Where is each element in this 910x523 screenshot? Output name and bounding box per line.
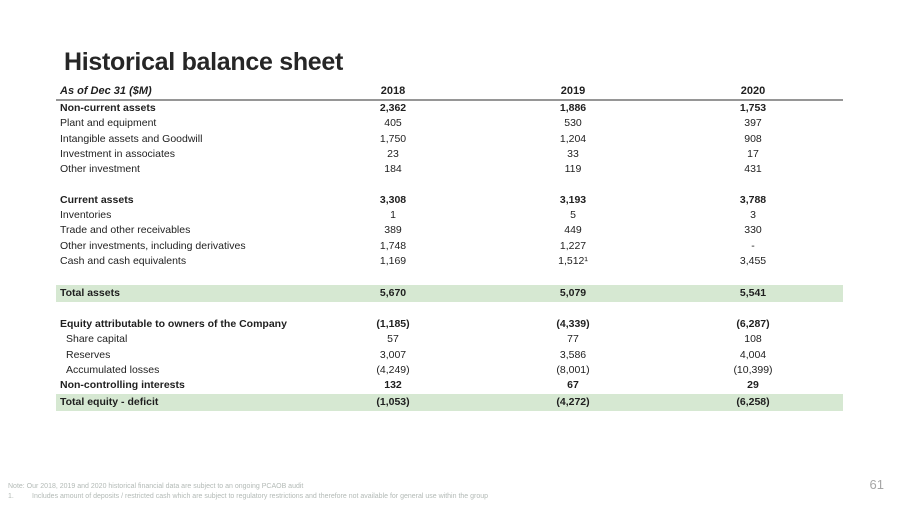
cell-value: 3,193 xyxy=(559,193,587,206)
footnote-1-marker: 1. xyxy=(8,492,14,500)
cell-value: 5,541 xyxy=(739,286,767,299)
table-row xyxy=(56,193,843,208)
footnote-1-text: Includes amount of deposits / restricted cash which are subject to regulatory restrictions and therefore not available for general use within the group xyxy=(32,492,489,500)
cell-value: 908 xyxy=(744,132,762,145)
cell-value: 132 xyxy=(384,379,402,392)
cell-value: 5,079 xyxy=(559,286,587,299)
row-label: Other investment xyxy=(60,163,140,176)
cell-value: 67 xyxy=(567,379,579,392)
table-header-row xyxy=(56,84,843,101)
table-row xyxy=(56,254,843,269)
cell-value: 119 xyxy=(564,163,582,176)
row-label: Reserves xyxy=(66,348,111,361)
row-label: Inventories xyxy=(60,209,112,222)
cell-value: 1,169 xyxy=(379,255,407,268)
table-row xyxy=(56,162,843,177)
table-spacer-row xyxy=(56,302,843,317)
table-spacer-row xyxy=(56,269,843,284)
cell-value: 57 xyxy=(387,333,399,346)
row-label: Non-current assets xyxy=(60,102,156,114)
row-label: Total equity - deficit xyxy=(60,395,159,408)
cell-value: (4,339) xyxy=(556,318,590,331)
table-row xyxy=(56,132,843,147)
cell-value: 431 xyxy=(744,163,762,176)
cell-value: 3,308 xyxy=(379,193,407,206)
cell-value: (6,258) xyxy=(736,395,770,408)
cell-value: (1,053) xyxy=(376,395,410,408)
table-row xyxy=(56,239,843,254)
table-row xyxy=(56,285,843,302)
row-label: Equity attributable to owners of the Company xyxy=(60,318,287,331)
cell-value: 530 xyxy=(564,117,582,130)
cell-value: 23 xyxy=(387,147,399,160)
column-header-2018: 2018 xyxy=(380,85,406,97)
cell-value: 17 xyxy=(747,147,759,160)
cell-value: 4,004 xyxy=(739,348,767,361)
cell-value: 1,748 xyxy=(379,239,407,252)
table-row xyxy=(56,317,843,332)
table-row xyxy=(56,116,843,131)
table-row xyxy=(56,394,843,411)
row-label: Non-controlling interests xyxy=(60,379,185,392)
cell-value: 1,750 xyxy=(379,132,407,145)
cell-value: (1,185) xyxy=(376,318,410,331)
cell-value: 1,753 xyxy=(739,102,767,114)
table-body xyxy=(56,101,843,411)
table-header-label: As of Dec 31 ($M) xyxy=(60,85,152,97)
cell-value: 108 xyxy=(744,333,762,346)
footnotes xyxy=(8,482,488,501)
cell-value: 405 xyxy=(384,117,402,130)
page-title: Historical balance sheet xyxy=(64,48,344,76)
cell-value: 3,586 xyxy=(559,348,587,361)
table-row xyxy=(56,147,843,162)
row-label: Total assets xyxy=(60,286,120,299)
row-label: Plant and equipment xyxy=(60,117,157,130)
cell-value: (6,287) xyxy=(736,318,770,331)
table-row xyxy=(56,332,843,347)
cell-value: 5,670 xyxy=(379,286,407,299)
audit-note: Note: Our 2018, 2019 and 2020 historical financial data are subject to an ongoing PCAOB audit xyxy=(8,483,304,490)
cell-value: 397 xyxy=(744,117,762,130)
table-row xyxy=(56,348,843,363)
cell-value: 449 xyxy=(564,224,582,237)
table-row xyxy=(56,223,843,238)
cell-value: 1,204 xyxy=(559,132,587,145)
cell-value: (4,272) xyxy=(556,395,590,408)
row-label: Accumulated losses xyxy=(66,364,160,377)
cell-value: (10,399) xyxy=(733,364,773,377)
table-row xyxy=(56,363,843,378)
cell-value: 330 xyxy=(744,224,762,237)
cell-value: - xyxy=(751,239,755,252)
column-header-2020: 2020 xyxy=(740,85,766,97)
column-header-2019: 2019 xyxy=(560,85,586,97)
cell-value: (4,249) xyxy=(376,364,410,377)
row-label: Share capital xyxy=(66,333,128,346)
row-label: Trade and other receivables xyxy=(60,224,191,237)
footnote-1 xyxy=(8,492,488,502)
row-label: Investment in associates xyxy=(60,147,175,160)
cell-value: 3,007 xyxy=(379,348,407,361)
cell-value: 389 xyxy=(384,224,402,237)
cell-value: 1,227 xyxy=(559,239,587,252)
cell-value: 1 xyxy=(390,209,396,222)
cell-value: 2,362 xyxy=(379,102,407,114)
row-label: Intangible assets and Goodwill xyxy=(60,132,203,145)
cell-value: 5 xyxy=(570,209,576,222)
balance-sheet-table xyxy=(56,84,843,411)
table-row xyxy=(56,378,843,393)
cell-value: 3,788 xyxy=(739,193,767,206)
row-label: Current assets xyxy=(60,193,134,206)
cell-value: 77 xyxy=(567,333,579,346)
cell-value: 33 xyxy=(567,147,579,160)
row-label: Other investments, including derivatives xyxy=(60,239,246,252)
cell-value: 1,886 xyxy=(559,102,587,114)
cell-value: (8,001) xyxy=(556,364,590,377)
page-number: 61 xyxy=(869,477,884,492)
table-row xyxy=(56,101,843,116)
table-row xyxy=(56,208,843,223)
table-spacer-row xyxy=(56,177,843,192)
cell-value: 1,512¹ xyxy=(558,255,588,268)
cell-value: 29 xyxy=(747,379,759,392)
row-label: Cash and cash equivalents xyxy=(60,255,187,268)
cell-value: 184 xyxy=(384,163,402,176)
cell-value: 3,455 xyxy=(739,255,767,268)
cell-value: 3 xyxy=(750,209,756,222)
